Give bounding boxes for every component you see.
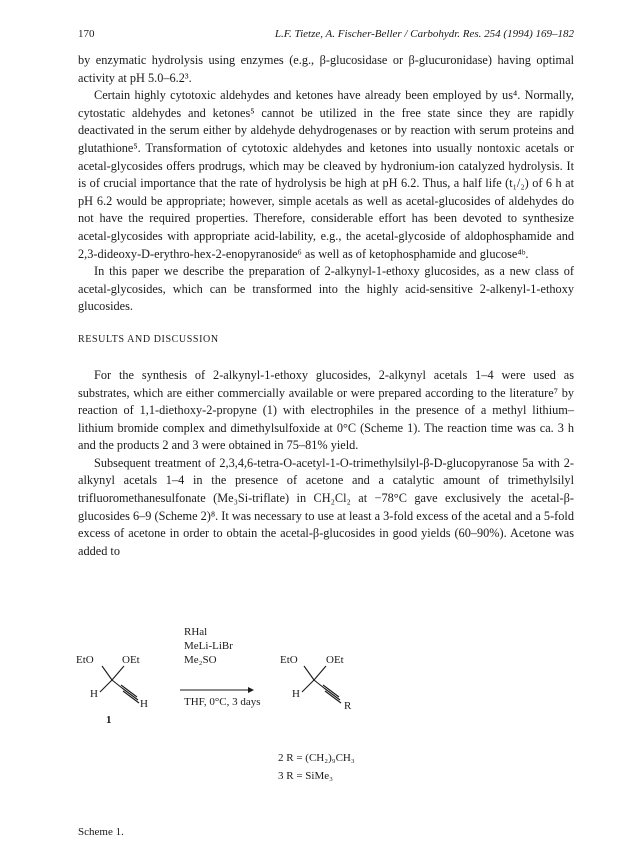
paragraph-2: Certain highly cytotoxic aldehydes and ketones have already been employed by us⁴. Normally, cytostatic aldehydes and ketones⁵ cannot be utilized in the free state since they are rapidly deactivated in the serum either by aldehyde dehydrogenases or by reaction with serum proteins and glutathione⁵. Transformation of cytotoxic aldehydes and ketones into usually nontoxic acetals or acetal-glycosides offers prodrugs, which may be cleaved by hydronium-ion catalyzed hydrolysis. It is of crucial importance that the rate of hydrolysis be high at pH 6.2. Thus, a half life (t₁/₂) of 6 h at pH 6.2 would be appropriate; however, simple acetals as well as acetal-glucosides of aldehydes do not have the required properties. Therefore, considerable effort has been devoted to synthesize acetal-glycosides with appropriate acid-lability, e.g., the acetal-glycoside of aldophosphamide and 2,3-dideoxy-D-erythro-hex-2-enopyranoside⁶ as well as of ketophosphamide and glucose⁴ᵇ.: [78, 88, 574, 261]
product-2-label: 2 R = (CH₂)₉CH₃: [278, 752, 355, 764]
left-h-end-label: H: [140, 698, 148, 710]
scheme-1-diagram: [76, 626, 574, 820]
reagent-rhal: RHal: [184, 626, 208, 638]
paragraph-3: In this paper we describe the preparation of 2-alkynyl-1-ethoxy glucosides, as a new class of acetal-glycosides, which can be transformed into the highly acid-sensitive 2-alkenyl-1-ethoxy glucosides.: [78, 264, 574, 314]
paragraph-1: by enzymatic hydrolysis using enzymes (e.g., β-glucosidase or β-glucuronidase) having optimal activity at pH 5.0–6.2³.: [78, 53, 574, 85]
section-heading: RESULTS AND DISCUSSION: [78, 333, 219, 345]
page-number: 170: [78, 28, 95, 40]
reaction-conditions: THF, 0°C, 3 days: [184, 696, 261, 708]
running-title: L.F. Tietze, A. Fischer-Beller / Carbohydr. Res. 254 (1994) 169–182: [274, 28, 574, 40]
product-3-label: 3 R = SiMe₃: [278, 770, 333, 782]
reagent-meli: MeLi-LiBr: [184, 640, 233, 652]
page-content: [78, 28, 574, 560]
results-paragraph-1: For the synthesis of 2-alkynyl-1-ethoxy glucosides, 2-alkynyl acetals 1–4 were used as substrates, which are either commercially available or were prepared according to the literature⁷ by reaction of 1,1-diethoxy-2-propyne (1) with electrophiles in the presence of a methyl lithium–lithium bromide complex and dimethylsulfoxide at 0°C (Scheme 1). The reaction time was ca. 3 h and the products 2 and 3 were obtained in 75–81% yield.: [78, 367, 574, 453]
right-oet-label: OEt: [326, 654, 344, 666]
results-paragraph-2: Subsequent treatment of 2,3,4,6-tetra-O-acetyl-1-O-trimethylsilyl-β-D-glucopyranose 5a with 2-alkynyl acetals 1–4 in the presence of acetone and a catalytic amount of trimethylsilyl trifluoromethanesulfonate (Me₃Si-triflate) in CH₂Cl₂ at −78°C gave exclusively the acetal-β-glucosides 6–9 (Scheme 2)⁸. It was necessary to use at least a 3-fold excess of the acetal and a 5-fold excess of acetone in order to obtain the acetal-β-glucosides in good yields (60–90%). Acetone was added to: [78, 455, 574, 558]
reagent-me2so: Me₂SO: [184, 654, 217, 666]
left-h-top-label: H: [90, 688, 98, 700]
left-eto-label: EtO: [76, 654, 94, 666]
right-r-label: R: [344, 700, 352, 712]
compound-1-label: 1: [106, 714, 112, 726]
left-oet-label: OEt: [122, 654, 140, 666]
scheme-bonds: [78, 660, 574, 820]
scheme-caption: Scheme 1.: [78, 826, 124, 838]
right-eto-label: EtO: [280, 654, 298, 666]
running-header: [78, 28, 574, 40]
right-h-label: H: [292, 688, 300, 700]
